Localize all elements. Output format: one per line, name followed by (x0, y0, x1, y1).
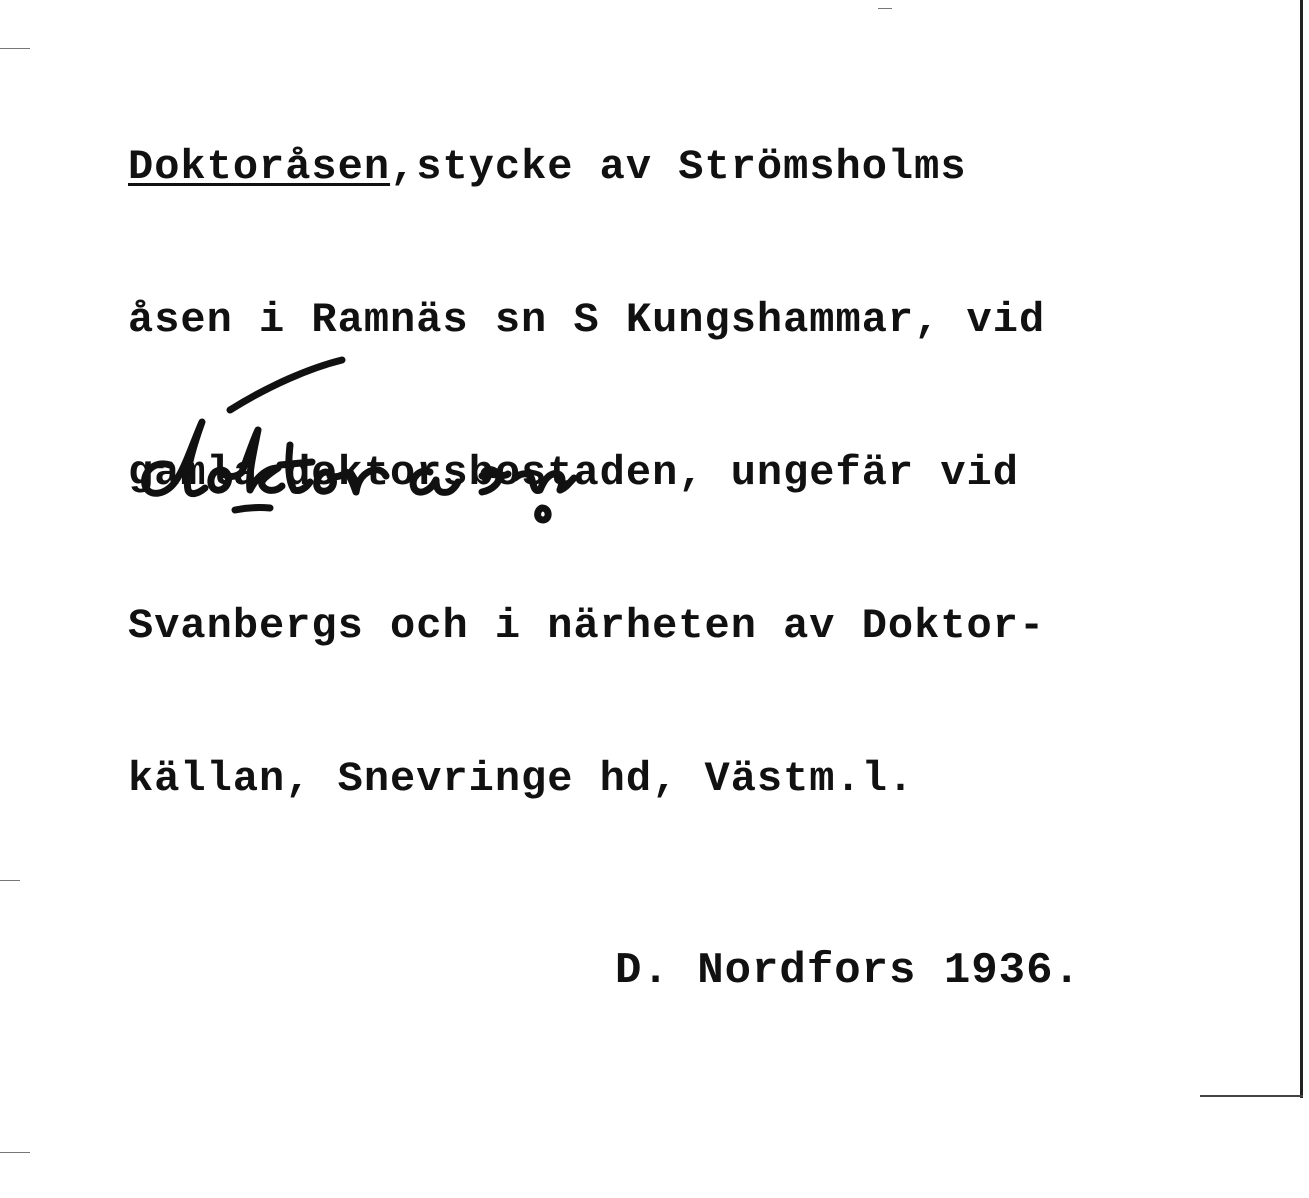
typed-line (128, 754, 1248, 805)
scan-mark (0, 880, 20, 881)
typed-line-text: åsen i Ramnäs sn S Kungshammar, vid (128, 296, 1046, 344)
scan-mark (878, 8, 892, 9)
typed-line-text: Svanbergs och i närheten av Doktor- (128, 602, 1046, 650)
card-bottom-edge (1200, 1095, 1303, 1097)
typed-line-text: gamla doktorsbostaden, ungefär vid (128, 449, 1019, 497)
author-signature-line: D. Nordfors 1936. (615, 946, 1081, 996)
handwritten-pronunciation (130, 350, 600, 530)
typed-line-text: källan, Snevringe hd, Västm.l. (128, 755, 915, 803)
scan-mark (0, 48, 30, 49)
card-right-edge (1300, 0, 1303, 1098)
typed-line (128, 295, 1248, 346)
typed-line (128, 142, 1248, 193)
scan-mark (0, 1152, 30, 1153)
typed-line (128, 601, 1248, 652)
typed-line-text: ,stycke av Strömsholms (390, 143, 967, 191)
headword: Doktoråsen (128, 143, 391, 191)
